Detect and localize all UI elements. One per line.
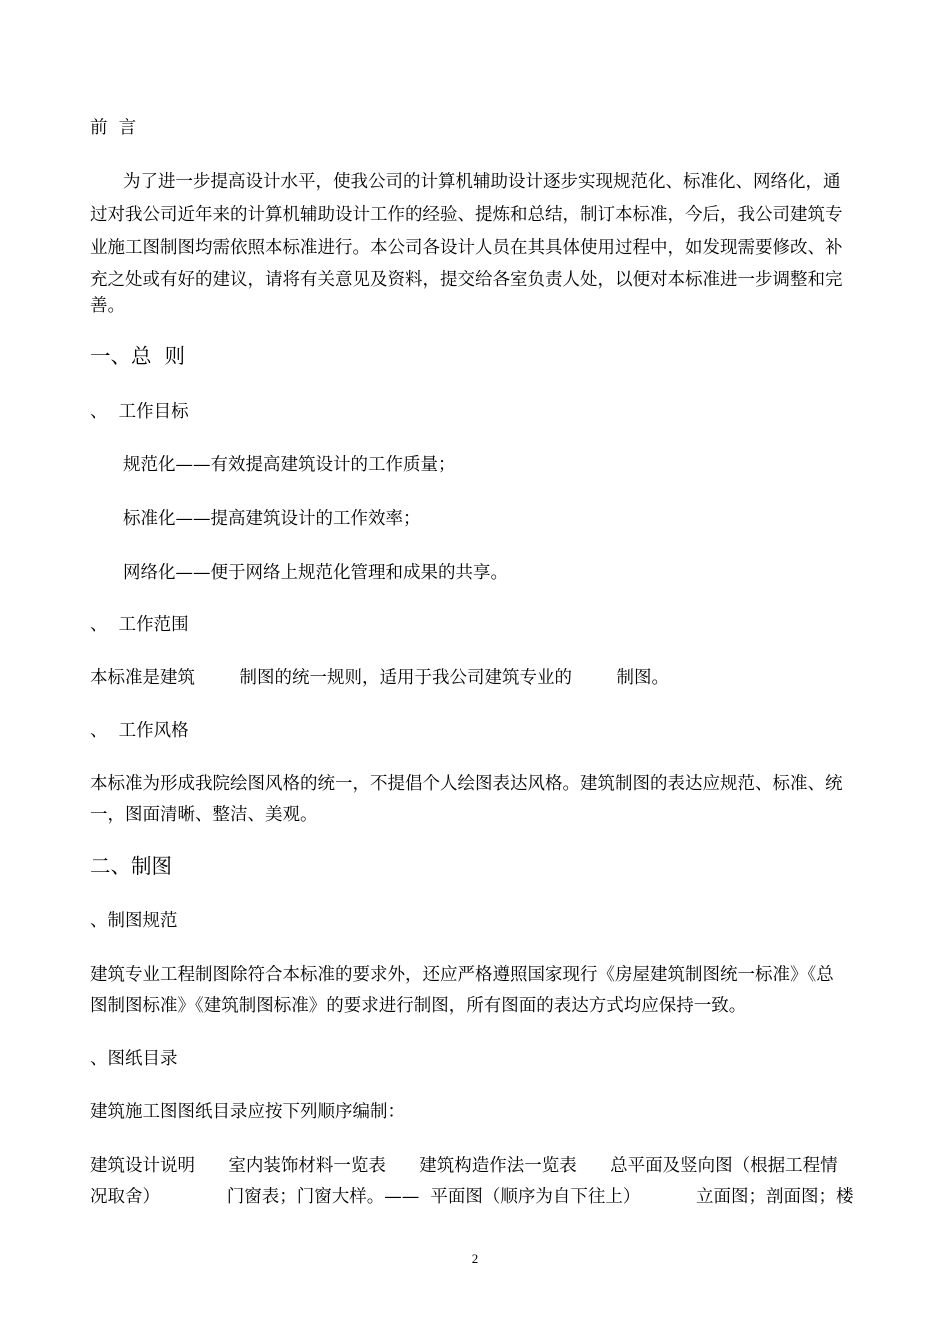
goal-item-1: 规范化——有效提高建筑设计的工作质量； (123, 455, 456, 475)
standards-line-1: 建筑专业工程制图除符合本标准的要求外，还应严格遵照国家现行《房屋建筑制图统一标准》《总 (90, 965, 834, 985)
goals-heading: 、 工作目标 (90, 402, 189, 422)
preface-line-3: 业施工图制图均需依照本标准进行。本公司各设计人员在其具体使用过程中，如发现需要修改、补 (90, 238, 843, 258)
preface-line-2: 过对我公司近年来的计算机辅助设计工作的经验、提炼和总结，制订本标准，今后，我公司建筑专 (90, 205, 843, 225)
preface-line-4: 充之处或有好的建议，请将有关意见及资料，提交给各室负责人处，以便对本标准进一步调整和完 (90, 270, 843, 290)
catalog-line-2: 况取舍） 门窗表；门窗大样。—— 平面图（顺序为自下往上） 立面图；剖面图；楼 (90, 1187, 854, 1207)
scope-heading: 、 工作范围 (90, 615, 189, 635)
preface-line-1: 为了进一步提高设计水平，使我公司的计算机辅助设计逐步实现规范化、标准化、网络化，通 (123, 172, 841, 192)
catalog-intro: 建筑施工图图纸目录应按下列顺序编制： (90, 1102, 405, 1122)
standards-line-2: 图制图标准》《建筑制图标准》的要求进行制图，所有图面的表达方式均应保持一致。 (90, 996, 747, 1016)
style-line-2: 一，图面清晰、整洁、美观。 (90, 805, 318, 825)
page-number: 2 (471, 1251, 479, 1266)
section-1-title: 一、总 则 (90, 344, 186, 368)
scope-text: 本标准是建筑 制图的统一规则，适用于我公司建筑专业的 制图。 (90, 668, 670, 688)
goal-item-2: 标准化——提高建筑设计的工作效率； (123, 509, 421, 529)
catalog-line-1: 建筑设计说明 室内装饰材料一览表 建筑构造作法一览表 总平面及竖向图（根据工程情 (90, 1156, 838, 1176)
preface-title: 前 言 (90, 118, 137, 138)
standards-heading: 、制图规范 (90, 911, 178, 931)
goal-item-3: 网络化——便于网络上规范化管理和成果的共享。 (123, 563, 508, 583)
section-2-title: 二、制图 (90, 854, 172, 878)
style-line-1: 本标准为形成我院绘图风格的统一，不提倡个人绘图表达风格。建筑制图的表达应规范、标准、统 (90, 774, 843, 794)
catalog-heading: 、图纸目录 (90, 1049, 178, 1069)
style-heading: 、 工作风格 (90, 721, 189, 741)
preface-line-5: 善。 (90, 296, 125, 316)
